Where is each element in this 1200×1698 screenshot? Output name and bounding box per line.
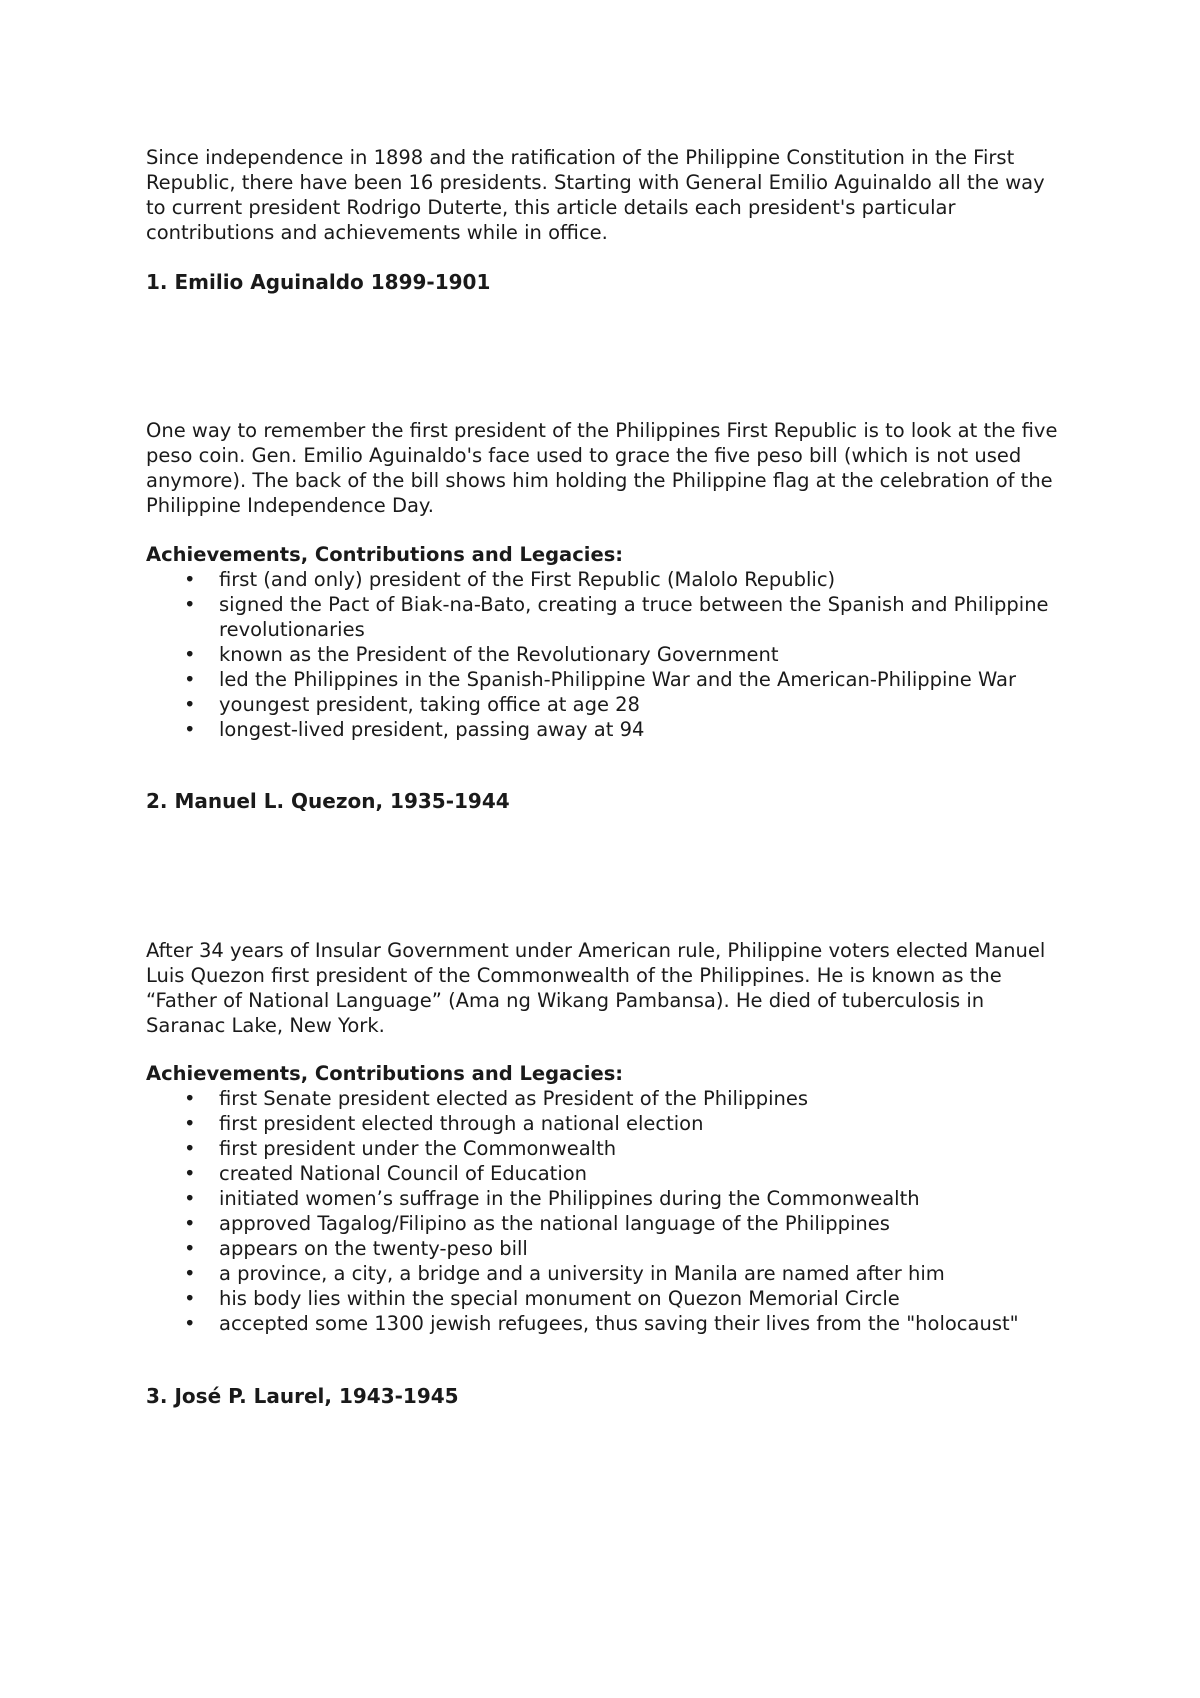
intro-paragraph: Since independence in 1898 and the ratification of the Philippine Constitution in the First Republic, there have been 16 presidents. Starting with General Emilio Aguinaldo all the way to current president Rodrigo Duterte, this article details each president's particular contributions and achievements while in office.	[146, 146, 1045, 244]
section-heading-aguinaldo: 1. Emilio Aguinaldo 1899-1901	[146, 270, 491, 294]
list-item: • led the Philippines in the Spanish-Philippine War and the American-Philippine War	[146, 667, 1066, 692]
list-item: • a province, a city, a bridge and a university in Manila are named after him	[146, 1261, 1066, 1286]
achievements-heading-quezon: Achievements, Contributions and Legacies:	[146, 1062, 624, 1085]
list-item: • approved Tagalog/Filipino as the national language of the Philippines	[146, 1211, 1066, 1236]
list-item: • first president elected through a national election	[146, 1111, 1066, 1136]
achievements-list-quezon	[146, 1086, 1066, 1336]
list-item: • initiated women’s suffrage in the Philippines during the Commonwealth	[146, 1186, 1066, 1211]
list-item: • accepted some 1300 jewish refugees, thus saving their lives from the "holocaust"	[146, 1311, 1066, 1336]
list-item: • first president under the Commonwealth	[146, 1136, 1066, 1161]
list-item: • first (and only) president of the First Republic (Malolo Republic)	[146, 567, 1066, 592]
section-heading-quezon: 2. Manuel L. Quezon, 1935-1944	[146, 789, 510, 813]
list-item: • known as the President of the Revolutionary Government	[146, 642, 1066, 667]
list-item: • appears on the twenty-peso bill	[146, 1236, 1066, 1261]
list-item: • first Senate president elected as President of the Philippines	[146, 1086, 1066, 1111]
section-paragraph-quezon: After 34 years of Insular Government under American rule, Philippine voters elected Manuel Luis Quezon first president of the Commonwealth of the Philippines. He is known as the “Father of National Language” (Ama ng Wikang Pambansa). He died of tuberculosis in Saranac Lake, New York.	[146, 939, 1046, 1037]
achievements-heading-aguinaldo: Achievements, Contributions and Legacies:	[146, 543, 624, 566]
list-item: • created National Council of Education	[146, 1161, 1066, 1186]
achievements-list-aguinaldo	[146, 567, 1066, 742]
list-item: • signed the Pact of Biak-na-Bato, creating a truce between the Spanish and Philippine revolutionaries	[146, 592, 1066, 642]
section-paragraph-aguinaldo: One way to remember the first president of the Philippines First Republic is to look at the five peso coin. Gen. Emilio Aguinaldo's face used to grace the five peso bill (which is not used anymore). The back of the bill shows him holding the Philippine flag at the celebration of the Philippine Independence Day.	[146, 419, 1058, 517]
section-heading-laurel: 3. José P. Laurel, 1943-1945	[146, 1384, 459, 1408]
list-item: • his body lies within the special monument on Quezon Memorial Circle	[146, 1286, 1066, 1311]
list-item: • youngest president, taking office at age 28	[146, 692, 1066, 717]
list-item: • longest-lived president, passing away at 94	[146, 717, 1066, 742]
